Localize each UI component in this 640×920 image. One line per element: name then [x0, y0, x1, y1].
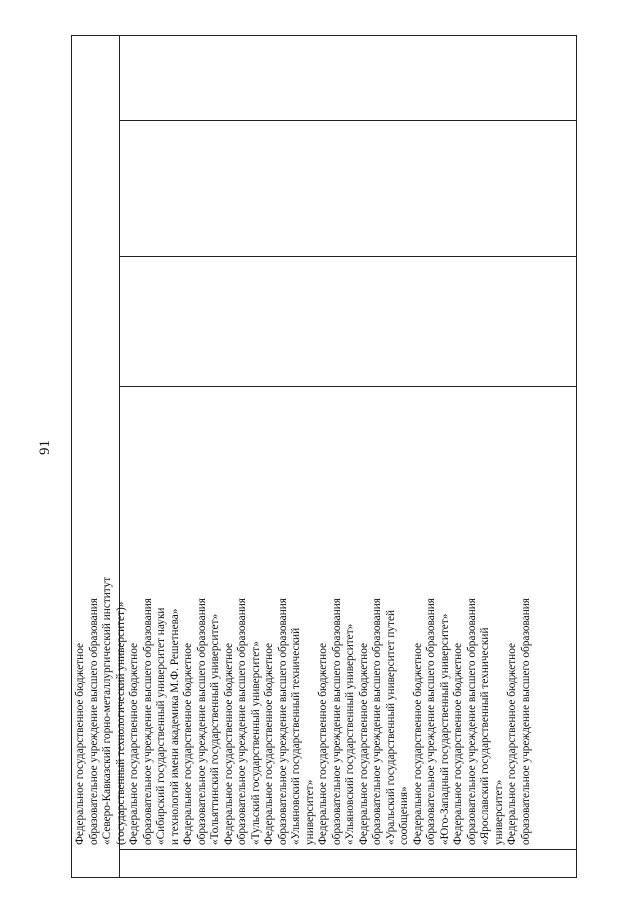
org-line: сообщения»: [398, 786, 410, 845]
org-line: «Уральский государственный университет путей: [384, 609, 397, 845]
org-line: «Ульяновский государственный технический: [290, 627, 302, 845]
org-line: Федеральное государственное бюджетное: [452, 642, 464, 845]
org-line: образовательное учреждение высшего образования: [371, 598, 383, 845]
org-line: Федеральное государственное бюджетное: [506, 642, 518, 845]
org-line: Федеральное государственное бюджетное: [263, 642, 275, 845]
organization-list-cell: [72, 386, 535, 892]
org-line: образовательное учреждение высшего образования: [425, 598, 437, 845]
org-line: Федеральное государственное бюджетное: [128, 642, 140, 845]
table-row-divider: [119, 256, 576, 257]
org-line: (государственный технологический университет)»: [114, 601, 127, 845]
org-line: Федеральное государственное бюджетное: [411, 642, 424, 845]
org-line: образовательное учреждение высшего образования: [141, 598, 154, 845]
org-line: Федеральное государственное бюджетное: [74, 642, 86, 845]
table-row-divider: [119, 120, 576, 121]
org-line: университет»: [303, 779, 316, 845]
org-line: Федеральное государственное бюджетное: [222, 642, 235, 845]
org-line: «Сибирский государственный университет науки: [155, 607, 167, 845]
org-line: Федеральное государственное бюджетное: [182, 642, 194, 845]
org-line: образовательное учреждение высшего образования: [465, 598, 478, 845]
org-line: и технологий имени академика М.Ф. Решетнева»: [168, 608, 181, 845]
org-line: «Тульский государственный университет»: [249, 641, 262, 845]
org-line: «Ульяновский государственный университет»: [344, 623, 356, 845]
organization-list: [72, 386, 578, 849]
org-line: университет»: [492, 779, 505, 845]
document-table: [71, 35, 577, 878]
org-line: «Северо-Кавказский горно-металлургический институт: [101, 576, 113, 845]
page-number: 91: [37, 440, 53, 455]
org-line: «Юго-Западный государственный университет»: [438, 613, 451, 845]
org-line: «Ярославский государственный технический: [479, 627, 491, 845]
org-line: образовательное учреждение высшего образования: [330, 598, 343, 845]
org-line: «Тольяттинский государственный университет»: [209, 613, 221, 845]
org-line: образовательное учреждение высшего образования: [87, 598, 100, 845]
org-line: образовательное учреждение высшего образования: [195, 598, 208, 845]
org-line: образовательное учреждение высшего образования: [276, 598, 289, 845]
org-line: образовательное учреждение высшего образования: [519, 598, 532, 845]
org-line: Федеральное государственное бюджетное: [317, 642, 329, 845]
org-line: Федеральное государственное бюджетное: [357, 642, 370, 845]
org-line: образовательное учреждение высшего образования: [236, 598, 248, 845]
